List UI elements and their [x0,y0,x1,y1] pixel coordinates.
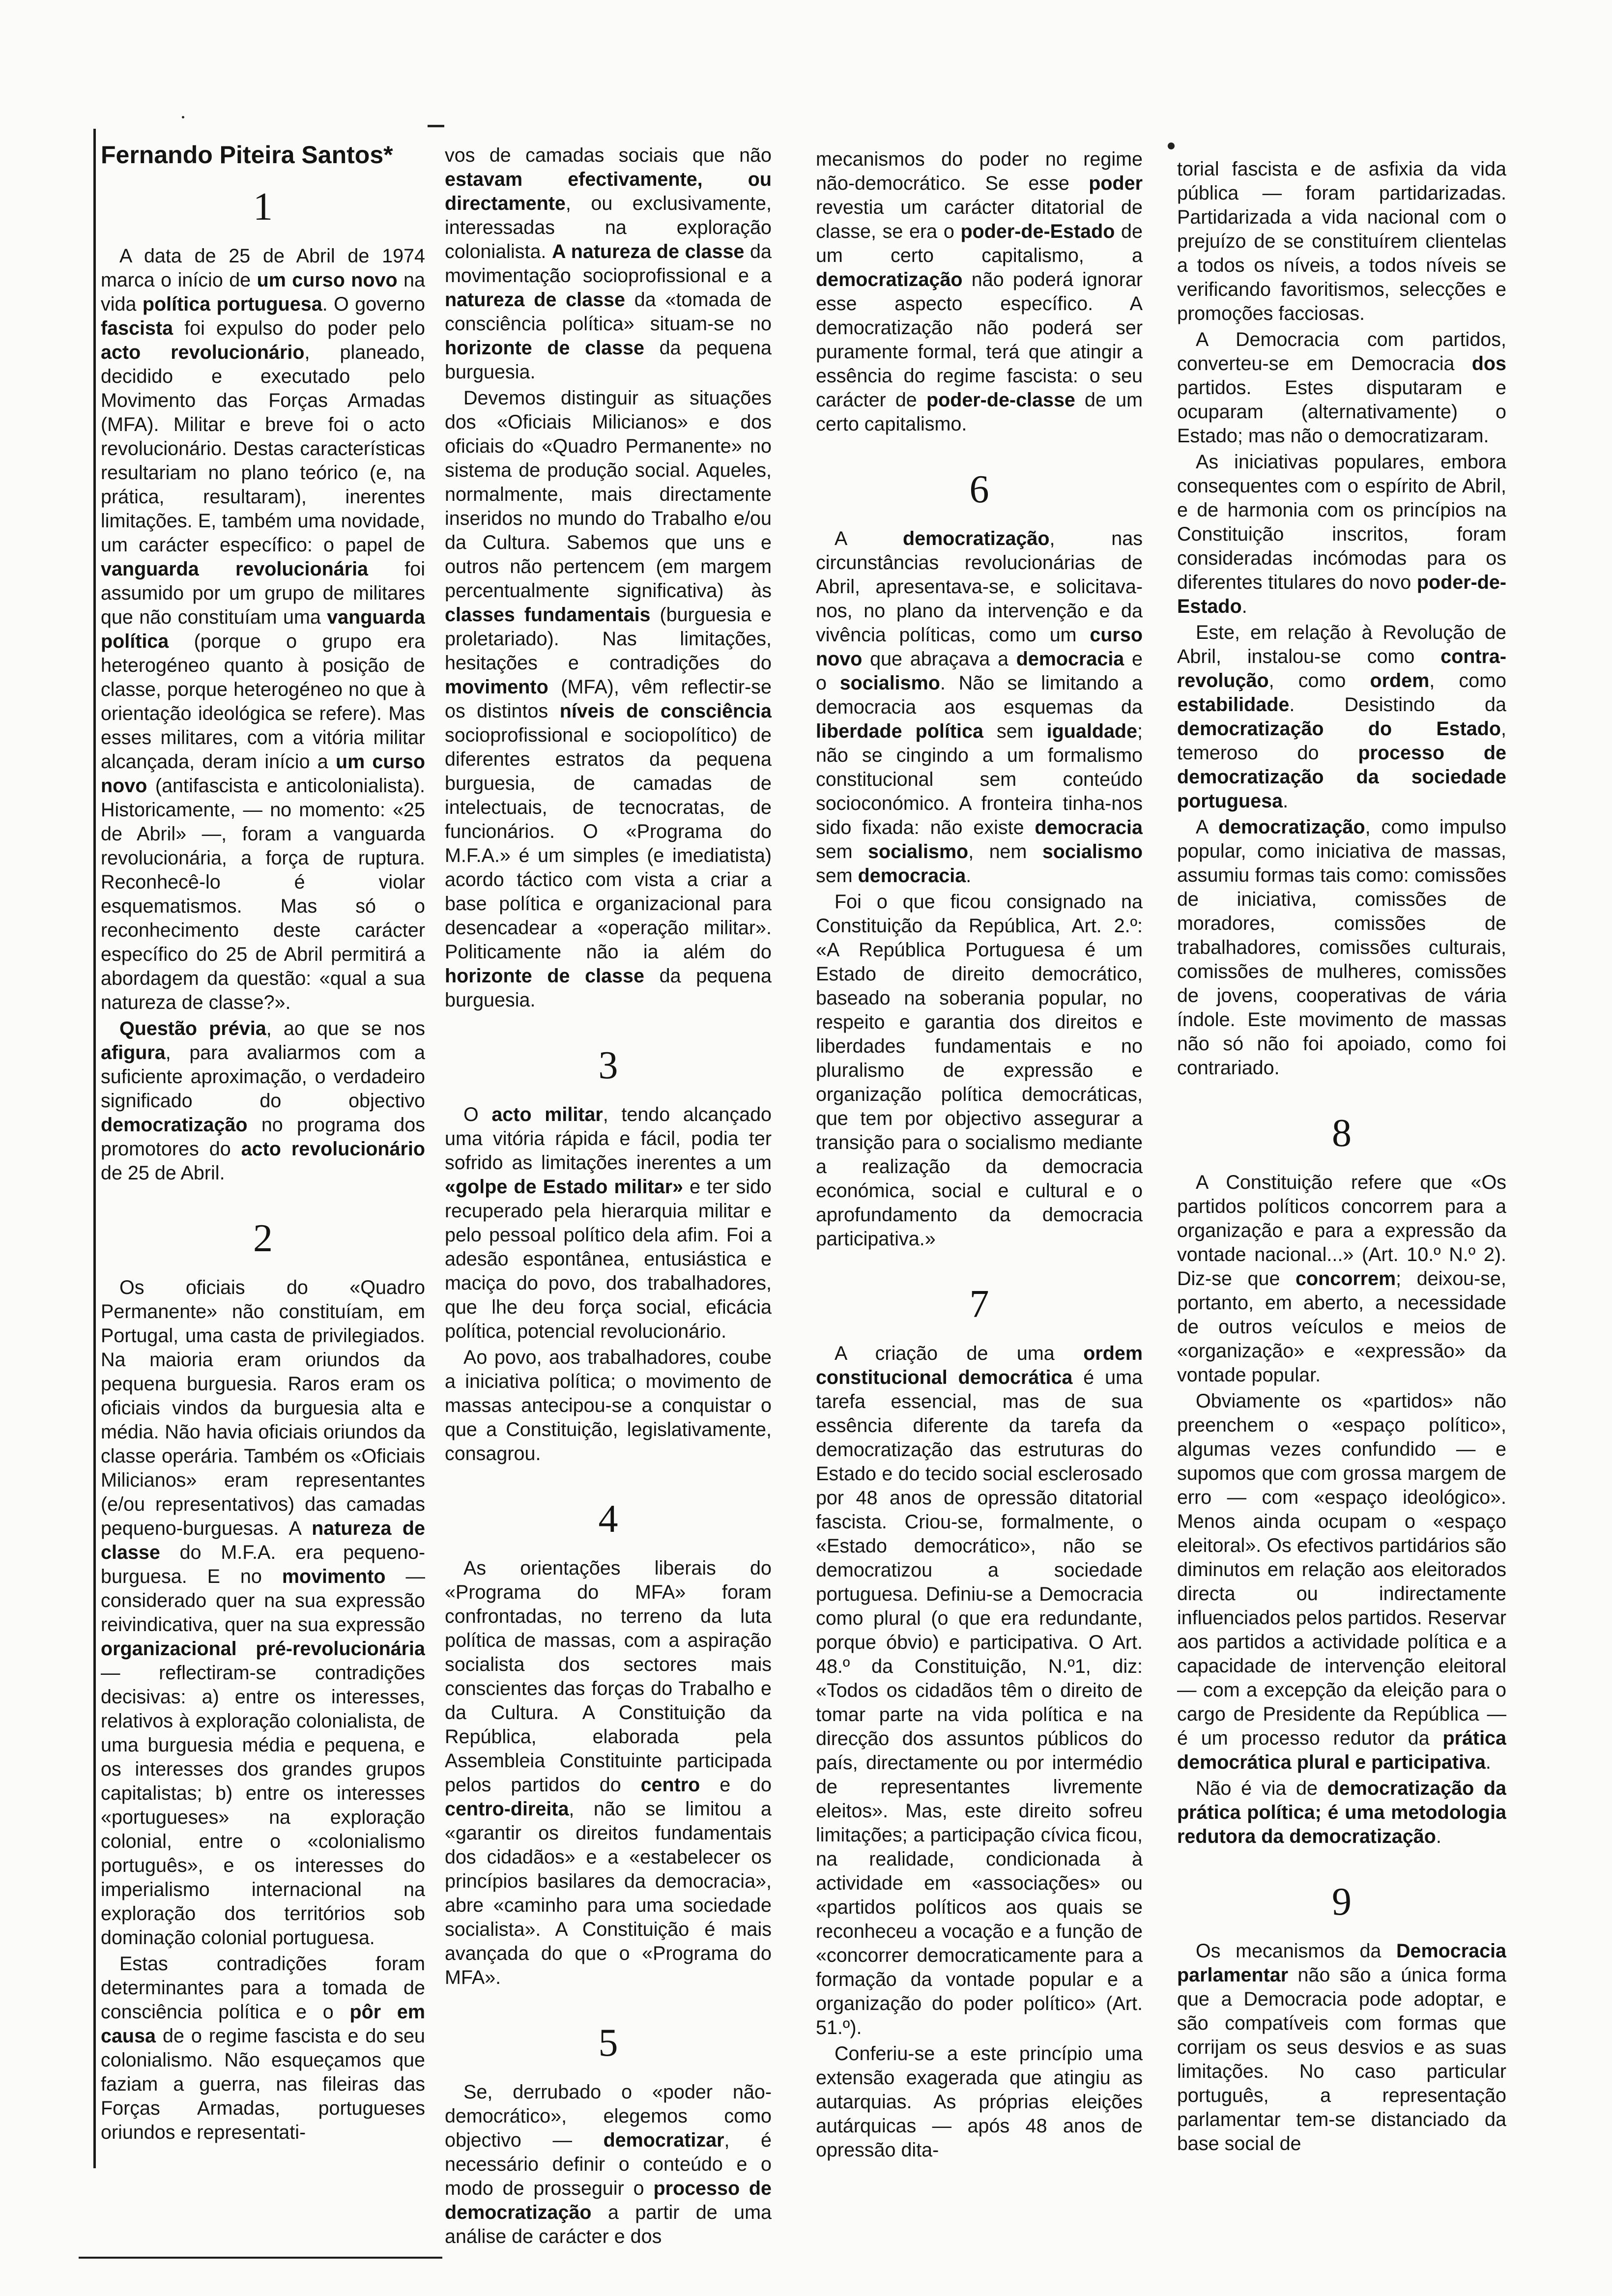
bottom-rule [79,2257,442,2259]
article-paragraph: Conferiu-se a este princípio uma extensão exagerada que atingiu as autarquias. As próprias eleições autárquicas — após 48 anos de opressão dita- [816,2043,1143,2161]
article-column-2 [445,144,772,2252]
article-paragraph: A Constituição refere que «Os partidos políticos concorrem para a organização e para a expressão da vontade nacional...» (Art. 10.º N.º 2). Diz-se que concorrem; deixou-se, portanto, em aberto, a necessidade de outros veículos e meios de «organização» e «expressão» da vontade popular. [1177,1172,1506,1386]
article-paragraph: Foi o que ficou consignado na Constituição da República, Art. 2.º: «A República Portuguesa é um Estado de direito democrático, baseado na soberania popular, no respeito e garantia dos direitos e liberdades fundamentais e no pluralismo de expressão e organização política democráticas, que tem por objectivo assegurar a transição para o socialismo mediante a realização da democracia económica, social e cultural e o aprofundamento da democracia participativa.» [816,891,1143,1250]
section-number: 1 [253,185,273,229]
article-paragraph: Devemos distinguir as situações dos «Oficiais Milicianos» e dos oficiais do «Quadro Permanente» no sistema de produção social. Aqueles, normalmente, mais directamente inseridos no mundo do Trabalho e/ou da Cultura. Sabemos que uns e outros não pertencem (em margem percentualmente significativa) às classes fundamentais (burguesia e proletariado). Nas limitações, hesitações e contradições do movimento (MFA), vêm reflectir-se os distintos níveis de consciência socioprofissional e sociopolítico) de diferentes estratos da pequena burguesia, de camadas de intelectuais, de tecnocratas, de funcionários. O «Programa do M.F.A.» é um simples (e imediatista) acordo táctico com vista a criar a base política e organizacional para desencadear a «operação militar». Politicamente não ia além do horizonte de classe da pequena burguesia. [445,387,772,1011]
article-paragraph: Estas contradições foram determinantes para a tomada de consciência política e o pôr em causa de o regime fascista e do seu colonialismo. Não esqueçamos que faziam a guerra, nas fileiras das Forças Armadas, portugueses oriundos e representati- [101,1953,425,2143]
article-paragraph: Não é via de democratização da prática política; é uma metodologia redutora da democratização. [1177,1778,1506,1847]
left-column-rule [93,129,96,2168]
section-number: 6 [969,468,989,511]
article-paragraph: Questão prévia, ao que se nos afigura, para avaliarmos com a suficiente aproximação, o verdadeiro significado do objectivo democratização no programa dos promotores do acto revolucionário de 25 de Abril. [101,1018,425,1184]
article-paragraph: A Democracia com partidos, converteu-se em Democracia dos partidos. Estes disputaram e ocuparam (alternativamente) o Estado; mas não o democratizaram. [1177,329,1506,447]
section-number: 3 [598,1044,618,1087]
print-dot [182,116,184,118]
article-column-4 [1177,157,1506,2266]
article-paragraph: A democratização, nas circunstâncias revolucionárias de Abril, apresentava-se, e solicitava-nos, no plano da intervenção e da vivência políticas, como um curso novo que abraçava a democracia e o socialismo. Não se limitando a democracia aos esquemas da liberdade política sem igualdade; não se cingindo a um formalismo constitucional sem conteúdo socioconómico. A fronteira tinha-nos sido fixada: não existe democracia sem socialismo, nem socialismo sem democracia. [816,528,1143,887]
article-paragraph: Se, derrubado o «poder não-democrático», elegemos como objectivo — democratizar, é necessário definir o conteúdo e o modo de prosseguir o processo de democratização a partir de uma análise de carácter e dos [445,2081,772,2247]
section-number: 9 [1332,1880,1352,1923]
article-paragraph: A criação de uma ordem constitucional democrática é uma tarefa essencial, mas de sua essência diferente da tarefa da democratização das estruturas do Estado e do tecido social esclerosado por 48 anos de opressão ditatorial fascista. Criou-se, formalmente, o «Estado democrático», não se democratizou a sociedade portuguesa. Definiu-se a Democracia como plural (o que era redundante, porque óbvio) e participativa. O Art. 48.º da Constituição, N.º1, diz: «Todos os cidadãos têm o direito de tomar parte na vida política e na direcção dos assuntos públicos do país, directamente ou por intermédio de representantes livremente eleitos». Mas, este direito sofreu limitações; a participação cívica ficou, na realidade, condicionada à actividade em «associações» ou «partidos políticos aos quais se reconheceu a vocação e a função de «concorrer democraticamente para a formação da vontade popular e a organização do poder político» (Art. 51.º). [816,1343,1143,2038]
author-byline: Fernando Piteira Santos* [101,141,393,169]
article-paragraph: As orientações liberais do «Programa do MFA» foram confrontadas, no terreno da luta política de massas, com a aspiração socialista dos sectores mais conscientes das forças do Trabalho e da Cultura. A Constituição da República, elaborada pela Assembleia Constituinte participada pelos partidos do centro e do centro-direita, não se limitou a «garantir os direitos fundamentais dos cidadãos» e a «estabelecer os princípios basilares da democracia», abre «caminho para uma sociedade socialista». A Constituição é mais avançada do que o «Programa do MFA». [445,1557,772,1988]
article-column-1 [101,140,425,2248]
article-paragraph: Este, em relação à Revolução de Abril, instalou-se como contra-revolução, como ordem, como estabilidade. Desistindo da democratização do Estado, temeroso do processo de democratização da sociedade portuguesa. [1177,622,1506,812]
article-paragraph: vos de camadas sociais que não estavam efectivamente, ou directamente, ou exclusivamente, interessadas na exploração colonialista. A natureza de classe da movimentação socioprofissional e a natureza de classe da «tomada de consciência política» situam-se no horizonte de classe da pequena burguesia. [445,144,772,383]
article-paragraph: A data de 25 de Abril de 1974 marca o início de um curso novo na vida política portuguesa. O governo fascista foi expulso do poder pelo acto revolucionário, planeado, decidido e executado pelo Movimento das Forças Armadas (MFA). Militar e breve foi o acto revolucionário. Destas características resultariam no plano teórico (e, na prática, resultaram), inerentes limitações. E, também uma novidade, um carácter específico: o papel de vanguarda revolucionária foi assumido por um grupo de militares que não constituíam uma vanguarda política (porque o grupo era heterogéneo quanto à posição de classe, porque heterogéneo no que à orientação ideológica se refere). Mas esses militares, com a vitória militar alcançada, deram início a um curso novo (antifascista e anticolonialista). Historicamente, — no momento: «25 de Abril» —, foram a vanguarda revolucionária, a força de ruptura. Reconhecê-lo é violar esquematismos. Mas só o reconhecimento deste carácter específico do 25 de Abril permitirá a abordagem da questão: «qual a sua natureza de classe?». [101,245,425,1013]
article-paragraph: torial fascista e de asfixia da vida pública — foram partidarizadas. Partidarizada a vida nacional com o prejuízo de se constituírem clientelas a todos os níveis, a todos níveis se verificando favoritismos, selecções e promoções facciosas. [1177,158,1506,324]
section-number: 5 [598,2021,618,2065]
article-paragraph: mecanismos do poder no regime não-democrático. Se esse poder revestia um carácter ditatorial de classe, se era o poder-de-Estado de um certo capitalismo, a democratização não poderá ignorar esse aspecto específico. A democratização não poderá ser puramente formal, terá que atingir a essência do regime fascista: o seu carácter de poder-de-classe de um certo capitalismo. [816,148,1143,435]
section-number: 4 [598,1497,618,1541]
article-paragraph: Ao povo, aos trabalhadores, coube a iniciativa política; o movimento de massas antecipou-se a conquistar o que a Constituição, legislativamente, consagrou. [445,1347,772,1464]
section-number: 7 [969,1283,989,1326]
section-number: 8 [1332,1112,1352,1155]
print-mark [428,125,444,127]
article-paragraph: Os mecanismos da Democracia parlamentar não são a única forma que a Democracia pode adoptar, e são compatíveis com formas que corrijam os seus desvios e as suas limitações. No caso particular português, a representação parlamentar tem-se distanciado da base social de [1177,1940,1506,2154]
article-paragraph: As iniciativas populares, embora consequentes com o espírito de Abril, e de harmonia com os princípios na Constituição inscritos, foram consideradas incómodas para os diferentes titulares do novo poder-de-Estado. [1177,451,1506,617]
article-paragraph: A democratização, como impulso popular, como iniciativa de massas, assumiu formas tais como: comissões de iniciativa, comissões de moradores, comissões de trabalhadores, comissões culturais, comissões de mulheres, comissões de jovens, cooperativas de vária índole. Este movimento de massas não só não foi apoiado, como foi contrariado. [1177,816,1506,1079]
article-paragraph: Obviamente os «partidos» não preenchem o «espaço político», algumas vezes confundido — e supomos que com grossa margem de erro — com «espaço ideológico». Menos ainda ocupam o «espaço eleitoral». Os efectivos partidários são diminutos em relação aos eleitorados directa ou indirectamente influenciados pelos partidos. Reservar aos partidos a actividade política e a capacidade de intervenção eleitoral — com a excepção da eleição para o cargo de Presidente da República — é um processo redutor da prática democrática plural e participativa. [1177,1390,1506,1773]
article-column-3 [816,147,1143,2256]
article-paragraph: O acto militar, tendo alcançado uma vitória rápida e fácil, podia ter sofrido as limitações inerentes a um «golpe de Estado militar» e ter sido recuperado pela hierarquia militar e pelo pessoal político dela afim. Foi a adesão espontânea, entusiástica e maciça do povo, dos trabalhadores, que lhe deu força social, eficácia política, potencial revolucionário. [445,1104,772,1342]
section-number: 2 [253,1217,273,1260]
print-mark [1168,143,1175,149]
article-paragraph: Os oficiais do «Quadro Permanente» não constituíam, em Portugal, uma casta de privilegiados. Na maioria eram oriundos da pequena burguesia. Raros eram os oficiais vindos da burguesia alta e média. Não havia oficiais oriundos da classe operária. Também os «Oficiais Milicianos» eram representantes (e/ou representativos) das camadas pequeno-burguesas. A natureza de classe do M.F.A. era pequeno-burguesa. E no movimento — considerado quer na sua expressão reivindicativa, quer na sua expressão organizacional pré-revolucionária — reflectiram-se contradições decisivas: a) entre os interesses, relativos à exploração colonialista, de uma burguesia média e pequena, e os interesses dos grandes grupos capitalistas; b) entre os interesses «portugueses» na exploração colonial, entre o «colonialismo português», e os interesses do imperialismo internacional na exploração dos territórios sob dominação colonial portuguesa. [101,1277,425,1949]
